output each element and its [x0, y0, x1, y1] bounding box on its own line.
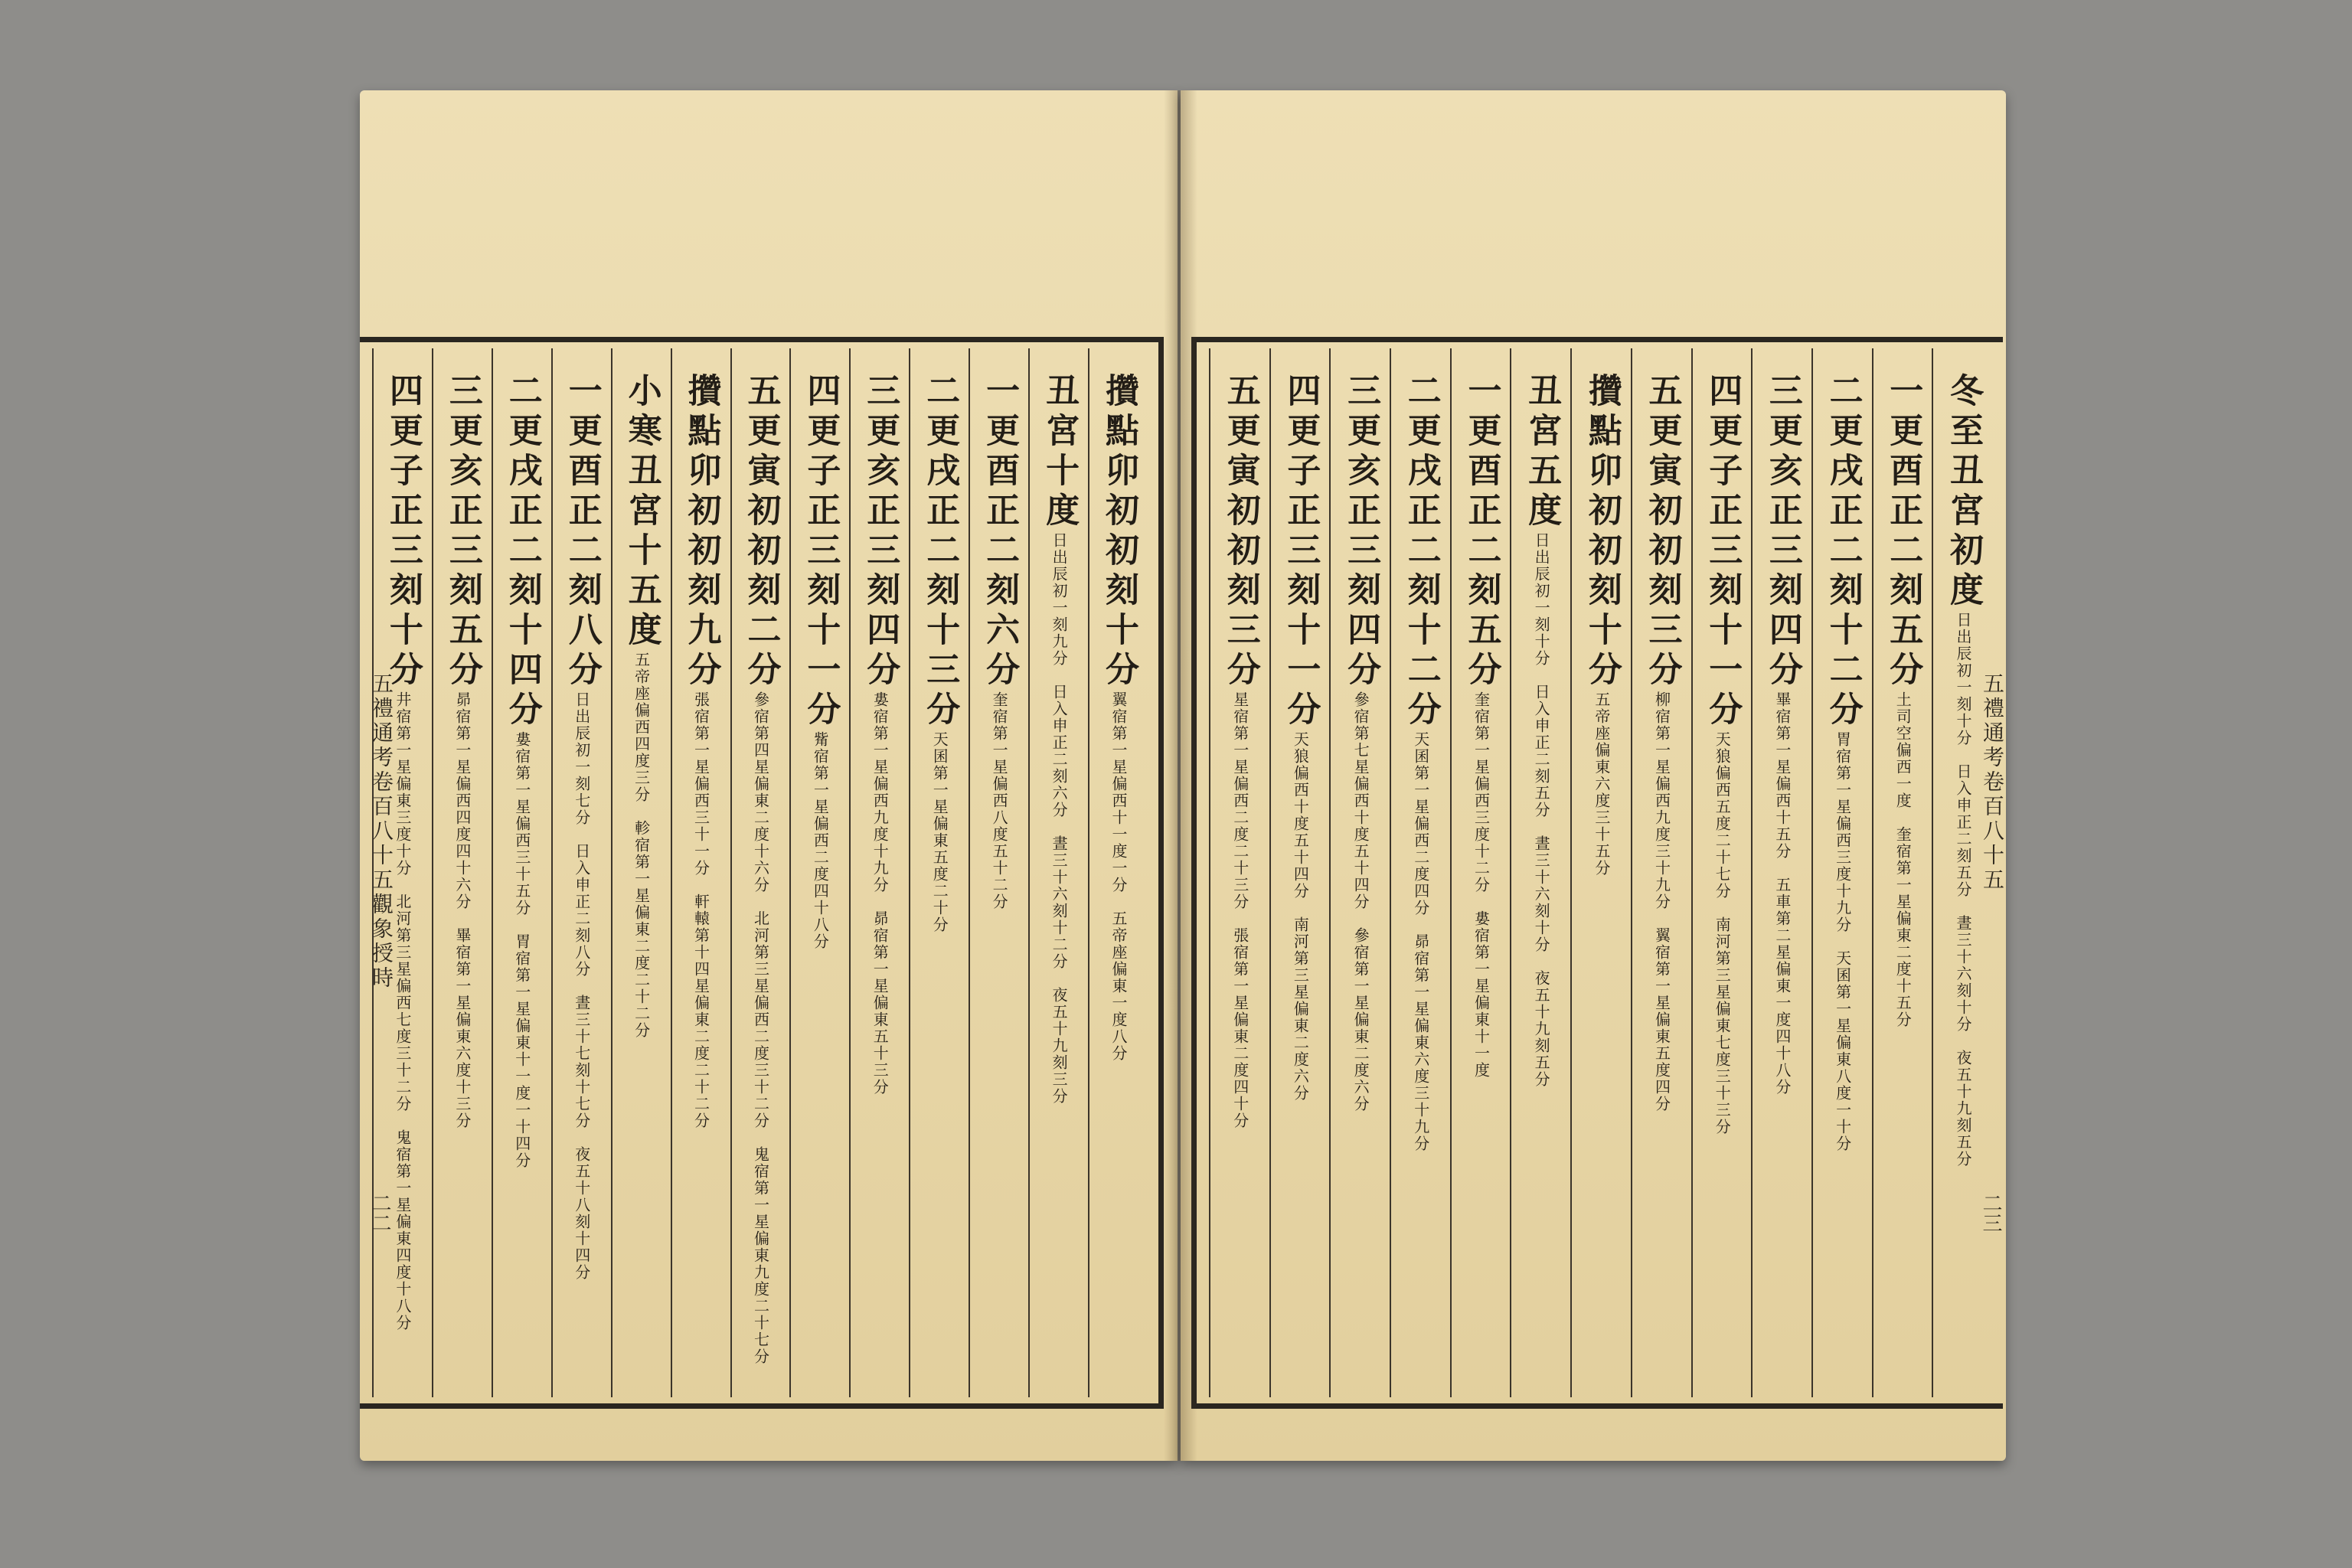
right-page-column-rule [1390, 348, 1391, 1397]
left-page-column-rule [849, 348, 851, 1397]
left-page-text-column [436, 373, 487, 1129]
left-page-annotation-text: 昴宿第一星偏西四度四十六分 畢宿第一星偏東六度十三分 [452, 691, 472, 1129]
open-book [360, 90, 2006, 1461]
right-page-text-column [1696, 373, 1747, 1135]
left-page-main-text: 一更酉正二刻六分 [980, 373, 1020, 691]
left-page-annotation-text: 張宿第一星偏西三十一分 軒轅第十四星偏東二度二十二分 [691, 691, 710, 1129]
left-page-column-rule [730, 348, 732, 1397]
left-page-main-text: 小寒丑宮十五度 [622, 373, 662, 652]
left-page-main-text: 丑宮十度 [1040, 373, 1080, 532]
right-page-text-column [1214, 373, 1265, 1129]
book-gutter [1164, 90, 1197, 1461]
right-page-annotation-text: 天狼偏西五度二十七分 南河第三星偏東七度三十三分 [1713, 731, 1732, 1135]
right-page-annotation-text: 天囷第一星偏西二度四分 昴宿第一星偏東六度三十九分 [1411, 731, 1430, 1152]
left-page-column-rule [432, 348, 433, 1397]
right-page-annotation-text: 日出辰初一刻十分 日入申正二刻五分 晝三十六刻十分 夜五十九刻五分 [1532, 532, 1551, 1088]
left-page-main-text: 一更酉正二刻八分 [562, 373, 602, 691]
right-page-annotation-text: 五帝座偏東六度三十五分 [1592, 691, 1611, 877]
right-page-column-rule [1631, 348, 1632, 1397]
right-page-annotation-text: 胃宿第一星偏西三度十九分 天囷第一星偏東八度一十分 [1833, 731, 1852, 1152]
left-page-main-text: 四更子正三刻十分 [383, 373, 423, 691]
right-page-column-rule [1691, 348, 1693, 1397]
left-page [360, 90, 1178, 1461]
left-page-text-column [675, 373, 726, 1129]
right-page-text-column [1274, 373, 1325, 1102]
left-page-annotation-text: 婁宿第一星偏西三十五分 胃宿第一星偏東十一度一十四分 [512, 731, 531, 1169]
left-page-column-rule [789, 348, 791, 1397]
left-page-text-column [496, 373, 547, 1169]
right-page-text-column [1394, 373, 1446, 1152]
right-page-column-rule [1811, 348, 1813, 1397]
left-page-column-rule [969, 348, 970, 1397]
right-page-annotation-text: 畢宿第一星偏西十五分 五車第二星偏東一度四十八分 [1772, 691, 1792, 1096]
right-page-number: 二三 [1979, 1193, 2002, 1233]
left-page-main-text: 五更寅初初刻二分 [741, 373, 781, 691]
left-page-annotation-text: 奎宿第一星偏西八度五十二分 [990, 691, 1009, 910]
right-page-main-text: 三更亥正三刻四分 [1762, 373, 1802, 691]
right-page-text-column [1877, 373, 1928, 1028]
left-page-annotation-text: 婁宿第一星偏西九度十九分 昴宿第一星偏東五十三分 [871, 691, 890, 1096]
left-page-column-rule [1028, 348, 1030, 1397]
right-page-annotation-text: 天狼偏西十度五十四分 南河第三星偏東二度六分 [1291, 731, 1310, 1102]
right-page-main-text: 一更酉正二刻五分 [1462, 373, 1501, 691]
right-page-main-text: 四更子正三刻十一分 [1281, 373, 1321, 731]
right-page-text-column [1635, 373, 1687, 1112]
right-page-main-text: 二更戌正二刻十二分 [1401, 373, 1441, 731]
left-page-annotation-text: 日出辰初一刻九分 日入申正二刻六分 晝三十六刻十二分 夜五十九刻三分 [1050, 532, 1069, 1105]
right-page-column-rule [1450, 348, 1452, 1397]
left-page-number: 二二 [368, 1193, 391, 1233]
right-margin-title: 五禮通考卷百八十五 [1980, 672, 2005, 893]
left-page-text-column [735, 373, 786, 1365]
right-page-text-column [1455, 373, 1506, 1079]
right-page-main-text: 五更寅初初刻三分 [1220, 373, 1260, 691]
right-page-frame [1191, 337, 2003, 1409]
left-page-annotation-text: 日出辰初一刻七分 日入申正二刻八分 晝三十七刻十七分 夜五十八刻十四分 [572, 691, 591, 1281]
right-page-annotation-text: 柳宿第一星偏西九度三十九分 翼宿第一星偏東五度四分 [1652, 691, 1671, 1112]
left-page-column-rule [551, 348, 553, 1397]
left-page-main-text: 攢點卯初初刻十分 [1099, 373, 1138, 691]
left-page-annotation-text: 天囷第一星偏東五度二十分 [930, 731, 949, 933]
right-page-annotation-text: 參宿第七星偏西十度五十四分 參宿第一星偏東二度六分 [1351, 691, 1370, 1112]
right-page-annotation-text: 奎宿第一星偏西三度十二分 婁宿第一星偏東十一度 [1472, 691, 1491, 1079]
right-page-column-rule [1751, 348, 1753, 1397]
right-page-column-rule [1209, 348, 1210, 1397]
left-page-frame [360, 337, 1164, 1409]
left-page-main-text: 二更戌正二刻十三分 [920, 373, 960, 731]
right-page-annotation-text: 星宿第一星偏西二度二十三分 張宿第一星偏東二度四十分 [1230, 691, 1250, 1129]
left-page-main-text: 三更亥正三刻五分 [443, 373, 482, 691]
left-page-annotation-text: 井宿第一星偏東三度十分 北河第三星偏西七度三十二分 鬼宿第一星偏東四度十八分 [393, 691, 412, 1331]
left-page-main-text: 攢點卯初初刻九分 [681, 373, 721, 691]
right-page-text-column [1756, 373, 1807, 1096]
left-page-text-column [556, 373, 606, 1281]
left-page-column-rule [671, 348, 672, 1397]
left-page-column-rule [492, 348, 493, 1397]
left-page-text-column [794, 373, 844, 950]
right-page-annotation-text: 土司空偏西一度 奎宿第一星偏東二度十五分 [1893, 691, 1913, 1028]
right-page-main-text: 一更酉正二刻五分 [1883, 373, 1923, 691]
right-page-column-rule [1329, 348, 1331, 1397]
right-page-main-text: 丑宮五度 [1522, 373, 1562, 532]
left-page-annotation-text: 五帝座偏西四度三分 軫宿第一星偏東二度二十二分 [632, 652, 651, 1039]
right-page-main-text: 二更戌正二刻十二分 [1823, 373, 1863, 731]
left-page-annotation-text: 觜宿第一星偏西二度四十八分 [811, 731, 830, 950]
left-page-column-rule [909, 348, 910, 1397]
left-page-text-column [1033, 373, 1083, 1105]
right-page-column-rule [1932, 348, 1933, 1397]
right-page-text-column [1334, 373, 1385, 1112]
left-page-text-column [1093, 373, 1143, 1062]
left-page-text-column [913, 373, 964, 933]
right-page-column-rule [1872, 348, 1873, 1397]
left-page-main-text: 二更戌正二刻十四分 [502, 373, 542, 731]
right-page-annotation-text: 日出辰初一刻十分 日入申正二刻五分 晝三十六刻十分 夜五十九刻五分 [1953, 612, 1972, 1168]
right-page-text-column [1575, 373, 1626, 877]
right-page-main-text: 冬至丑宮初度 [1943, 373, 1983, 612]
left-page-annotation-text: 參宿第四星偏東二度十六分 北河第三星偏西二度三十二分 鬼宿第一星偏東九度二十七分 [751, 691, 770, 1365]
left-page-text-column [973, 373, 1024, 910]
left-page-text-column [616, 373, 666, 1039]
right-page [1181, 90, 2006, 1461]
left-page-column-rule [1088, 348, 1089, 1397]
right-page-column-rule [1510, 348, 1511, 1397]
left-page-main-text: 三更亥正三刻四分 [861, 373, 900, 691]
right-page-column-rule [1570, 348, 1572, 1397]
right-page-text-column [1816, 373, 1867, 1152]
left-page-annotation-text: 翼宿第一星偏西十一度一分 五帝座偏東一度八分 [1109, 691, 1128, 1062]
left-page-text-column [854, 373, 904, 1096]
right-page-main-text: 四更子正三刻十一分 [1703, 373, 1743, 731]
left-page-main-text: 四更子正三刻十一分 [801, 373, 841, 731]
left-page-column-rule [611, 348, 612, 1397]
right-page-main-text: 五更寅初初刻三分 [1642, 373, 1682, 691]
left-margin-title: 五禮通考卷百八十五觀象授時 [369, 672, 394, 991]
right-page-main-text: 三更亥正三刻四分 [1341, 373, 1381, 691]
right-page-text-column [1514, 373, 1566, 1088]
right-page-column-rule [1269, 348, 1271, 1397]
right-page-main-text: 攢點卯初初刻十分 [1582, 373, 1622, 691]
